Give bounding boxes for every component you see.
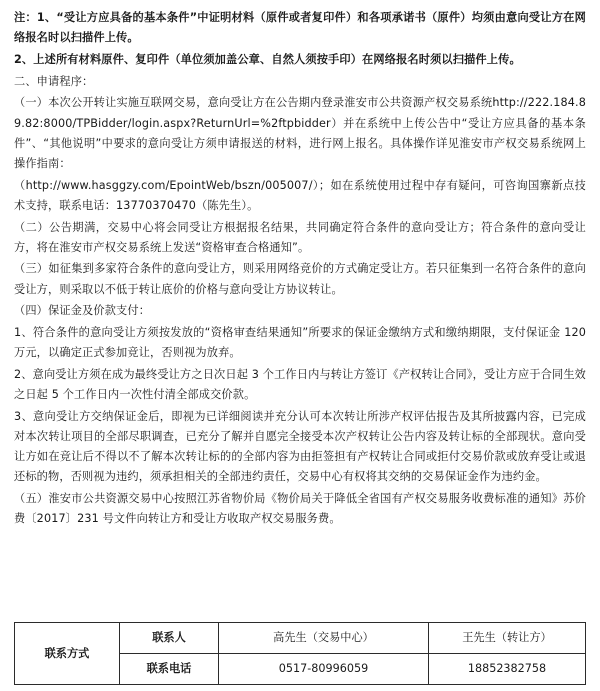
contact-person-center: 高先生（交易中心） [219,623,429,654]
paragraph-item-3: （三）如征集到多家符合条件的意向受让方，则采用网络竞价的方式确定受让方。若只征集到一名符合条件的意向受让方，则采取以不低于转让底价的价格与意向受让方协议转让。 [14,262,586,296]
paragraph-note-1: 注：1、“受让方应具备的基本条件”中证明材料（原件或者复印件）和各项承诺书（原件）均须由意向受让方在网络报名时以扫描件上传。 [14,11,586,45]
paragraph-deposit-1: 1、符合条件的意向受让方须按发放的“资格审查结果通知”所要求的保证金缴纳方式和缴纳期限，支付保证金 120 万元，以确定正式参加竞让，否则视为放弃。 [14,326,586,360]
paragraph-note-2: 2、上述所有材料原件、复印件（单位须加盖公章、自然人须按手印）在网络报名时须以扫描件上传。 [14,52,521,66]
paragraph-item-2: （二）公告期满，交易中心将会同受让方根据报名结果，共同确定符合条件的意向受让方；符合条件的意向受让方，将在淮安市产权交易系统上发送“资格审查合格通知”。 [14,220,586,254]
paragraph-item-1: （一）本次公开转让实施互联网交易，意向受让方在公告期内登录淮安市公共资源产权交易系统http://222.184.89.82:8000/TPBidder/login.aspx?ReturnUrl=%2ftpbidder）并在系统中上传公告中“受让方应具备的基本条件”、“其他说明”中要求的意向受让方须申请报送的材料，进行网上报名。具体操作详见淮安市产权交易系统网上操作指南： [14,96,586,170]
document-body [14,8,586,530]
table-row [15,623,586,654]
contact-phone-center: 0517-80996059 [219,654,429,685]
contact-phone-key: 联系电话 [120,654,219,685]
contact-phone-transferor: 18852382758 [429,654,586,685]
contact-table [14,622,586,685]
paragraph-item-5: （五）淮安市公共资源交易中心按照江苏省物价局《物价局关于降低全省国有产权交易服务收费标准的通知》苏价费〔2017〕231 号文件向转让方和受让方收取产权交易服务费。 [14,492,586,526]
paragraph-deposit-2: 2、意向受让方须在成为最终受让方之日次日起 3 个工作日内与转让方签订《产权转让合同》，受让方应于合同生效之日起 5 个工作日内一次性付清全部成交价款。 [14,367,586,402]
contact-person-transferor: 王先生（转让方） [429,623,586,654]
paragraph-item-4: （四）保证金及价款支付： [14,304,151,318]
contact-table-row-label: 联系方式 [15,623,120,685]
paragraph-section-heading: 二、申请程序： [14,74,94,88]
contact-person-key: 联系人 [120,623,219,654]
paragraph-guide-link: （http://www.hasggzy.com/EpointWeb/bszn/005007/）；如在系统使用过程中存有疑问，可咨询国寨新点技术支持，联系电话：13770370470（陈先生）。 [14,178,586,212]
paragraph-deposit-3: 3、意向受让方交纳保证金后，即视为已详细阅读并充分认可本次转让所涉产权评估报告及其所披露内容，已完成对本次转让项目的全部尽职调查，已充分了解并自愿完全接受本次产权转让公告内容及转让标的全部现状。意向受让方如在竞让后不得以不了解本次转让标的的全部内容为由拒签担有产权转让合同或拒付交易价款或放弃受让或退还标的物，否则视为违约，须承担相关的全部违约责任，交易中心有权将其交纳的交易保证金作为违约金。 [14,409,586,484]
